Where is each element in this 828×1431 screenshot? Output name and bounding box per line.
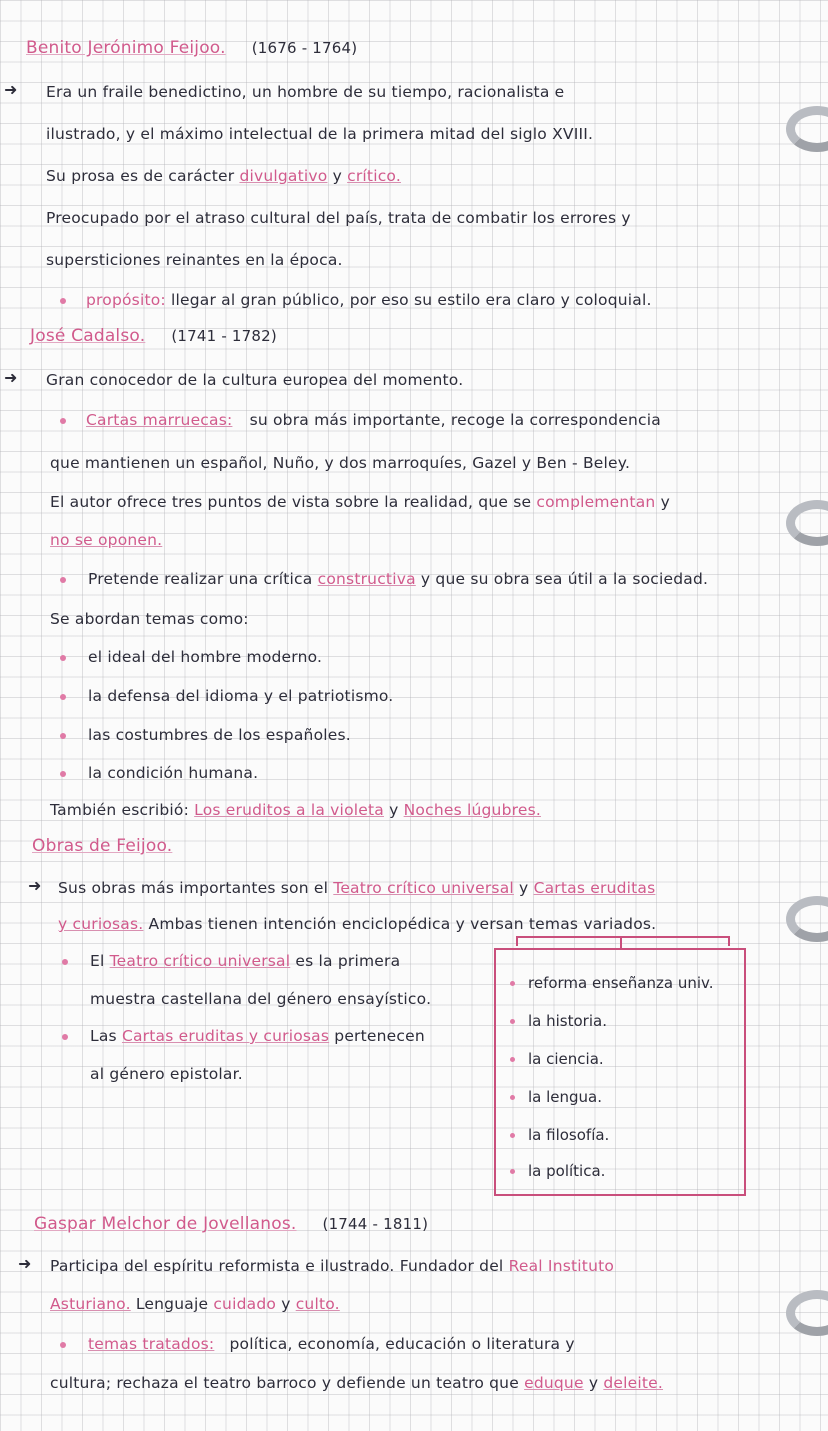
- culto: culto.: [295, 1295, 340, 1313]
- b2-las: Las: [90, 1027, 117, 1045]
- cadalso-cartas: [86, 410, 661, 430]
- b1-teatro: Teatro crítico universal: [109, 952, 291, 970]
- b1-primera: es la primera: [295, 952, 401, 970]
- cadalso-line-6: Se abordan temas como:: [50, 610, 249, 628]
- cadalso-util-text: y que su obra sea útil a la sociedad.: [420, 570, 709, 588]
- bullet-icon: [60, 771, 66, 777]
- obras-line-2: [58, 914, 656, 934]
- b2-pertenecen: pertenecen: [334, 1027, 425, 1045]
- cadalso-line-4: no se oponen.: [50, 531, 163, 549]
- obras-y: y: [519, 879, 529, 897]
- temas-text: política, economía, educación o literatura y: [229, 1335, 575, 1353]
- bullet-icon: [60, 577, 66, 583]
- cadalso-critica-text: Pretende realizar una crítica: [88, 570, 313, 588]
- bullet-icon: [510, 1169, 515, 1174]
- obras-intro-text: Sus obras más importantes son el: [58, 879, 329, 897]
- feijoo-y: y: [332, 167, 342, 185]
- box-item: la lengua.: [528, 1088, 603, 1106]
- box-item: reforma enseñanza univ.: [528, 974, 714, 992]
- brace-connector: [516, 936, 730, 946]
- obras-b1-line-1: [90, 951, 400, 971]
- bullet-icon: [60, 655, 66, 661]
- jovellanos-line-3: [50, 1373, 663, 1393]
- feijoo-name: Benito Jerónimo Feijoo.: [26, 38, 226, 58]
- feijoo-line-4: Preocupado por el atraso cultural del país, trata de combatir los errores y: [46, 209, 631, 227]
- proposito-label: propósito:: [86, 291, 166, 309]
- proposito-text: llegar al gran público, por eso su estilo era claro y coloquial.: [170, 291, 652, 309]
- cadalso-line-3: [50, 492, 670, 512]
- cadalso-y: y: [660, 493, 670, 511]
- bullet-icon: [60, 694, 66, 700]
- binder-ring-2: [786, 500, 828, 546]
- b2-cartas: Cartas eruditas y curiosas: [121, 1027, 330, 1045]
- cadalso-heading: [30, 326, 277, 346]
- box-item: la filosofía.: [528, 1126, 610, 1144]
- arrow-icon: ➜: [18, 1254, 32, 1273]
- jovellanos-line-2: [50, 1294, 340, 1314]
- obras-b1-line-2: muestra castellana del género ensayístico.: [90, 990, 432, 1008]
- arrow-icon: ➜: [28, 876, 42, 895]
- jovellanos-heading: [34, 1214, 428, 1234]
- feijoo-line-1: Era un fraile benedictino, un hombre de su tiempo, racionalista e: [46, 83, 565, 101]
- obras-line-1: [58, 878, 655, 898]
- cadalso-complementan: complementan: [536, 493, 656, 511]
- bullet-icon: [60, 298, 66, 304]
- cadalso-line-1: Gran conocedor de la cultura europea del momento.: [46, 371, 464, 389]
- jovellanos-name: Gaspar Melchor de Jovellanos.: [34, 1214, 297, 1234]
- cadalso-dates: (1741 - 1782): [171, 327, 277, 345]
- eruditos-violeta: Los eruditos a la violeta: [194, 801, 384, 819]
- temas-label: temas tratados:: [88, 1335, 215, 1353]
- bullet-icon: [510, 1057, 515, 1062]
- bullet-icon: [60, 1342, 66, 1348]
- feijoo-proposito: [86, 290, 652, 310]
- jovellanos-y: y: [281, 1295, 291, 1313]
- box-item: la política.: [528, 1162, 606, 1180]
- feijoo-divulgativo: divulgativo: [239, 167, 328, 185]
- bullet-icon: [510, 981, 515, 986]
- cadalso-constructiva: constructiva: [317, 570, 416, 588]
- cadalso-name: José Cadalso.: [30, 326, 146, 346]
- cadalso-line-2: que mantienen un español, Nuño, y dos marroquíes, Gazel y Ben - Beley.: [50, 454, 631, 472]
- obras-heading: Obras de Feijoo.: [32, 836, 173, 856]
- cartas-marruecas-text: su obra más importante, recoge la correspondencia: [249, 411, 661, 429]
- bullet-icon: [510, 1019, 515, 1024]
- b1-el: El: [90, 952, 105, 970]
- also-y: y: [389, 801, 399, 819]
- jovellanos-dates: (1744 - 1811): [322, 1215, 429, 1233]
- bullet-icon: [60, 733, 66, 739]
- jovellanos-temas: [88, 1334, 575, 1354]
- cuidado: cuidado: [213, 1295, 277, 1313]
- feijoo-dates: (1676 - 1764): [251, 39, 358, 57]
- feijoo-line-5: supersticiones reinantes en la época.: [46, 251, 343, 269]
- obras-enciclopedica: Ambas tienen intención enciclopédica y versan temas variados.: [148, 915, 657, 933]
- cartas-eruditas: Cartas eruditas: [533, 879, 656, 897]
- jovellanos-participa: Participa del espíritu reformista e ilustrado. Fundador del: [50, 1257, 504, 1275]
- feijoo-line-2: ilustrado, y el máximo intelectual de la primera mitad del siglo XVIII.: [46, 125, 594, 143]
- topic-item: el ideal del hombre moderno.: [88, 648, 323, 666]
- eduque: eduque: [524, 1374, 584, 1392]
- y-curiosas: y curiosas.: [58, 915, 144, 933]
- topic-item: las costumbres de los españoles.: [88, 726, 351, 744]
- cadalso-line-5: [88, 569, 708, 589]
- bullet-icon: [510, 1133, 515, 1138]
- jovellanos-y2: y: [588, 1374, 599, 1392]
- feijoo-heading: [26, 38, 357, 58]
- topics-box: [494, 948, 746, 1196]
- arrow-icon: ➜: [4, 80, 18, 99]
- topic-item: la condición humana.: [88, 764, 259, 782]
- binder-ring-3: [786, 896, 828, 942]
- obras-b2-line-1: [90, 1026, 425, 1046]
- cadalso-also: [50, 800, 541, 820]
- binder-ring-1: [786, 106, 828, 152]
- binder-ring-4: [786, 1290, 828, 1336]
- box-item: la ciencia.: [528, 1050, 604, 1068]
- deleite: deleite.: [603, 1374, 664, 1392]
- bullet-icon: [510, 1095, 515, 1100]
- jovellanos-line-1: [50, 1256, 614, 1276]
- cadalso-puntos-text: El autor ofrece tres puntos de vista sobre la realidad, que se: [50, 493, 532, 511]
- noches-lugubres: Noches lúgubres.: [403, 801, 541, 819]
- tambien-label: También escribió:: [50, 801, 189, 819]
- jovellanos-cultura: cultura; rechaza el teatro barroco y defiende un teatro que: [50, 1374, 519, 1392]
- bullet-icon: [60, 418, 66, 424]
- teatro-critico: Teatro crítico universal: [333, 879, 514, 897]
- arrow-icon: ➜: [4, 368, 18, 387]
- lenguaje: Lenguaje: [135, 1295, 209, 1313]
- bullet-icon: [62, 1034, 68, 1040]
- bullet-icon: [62, 959, 68, 965]
- real-instituto: Real Instituto: [508, 1257, 615, 1275]
- cartas-marruecas-label: Cartas marruecas:: [86, 411, 233, 429]
- obras-b2-line-2: al género epistolar.: [90, 1065, 243, 1083]
- asturiano: Asturiano.: [50, 1295, 131, 1313]
- feijoo-critico: crítico.: [347, 167, 401, 185]
- topic-item: la defensa del idioma y el patriotismo.: [88, 687, 394, 705]
- feijoo-line-3: [46, 166, 401, 186]
- feijoo-prose-text: Su prosa es de carácter: [46, 167, 235, 185]
- box-item: la historia.: [528, 1012, 607, 1030]
